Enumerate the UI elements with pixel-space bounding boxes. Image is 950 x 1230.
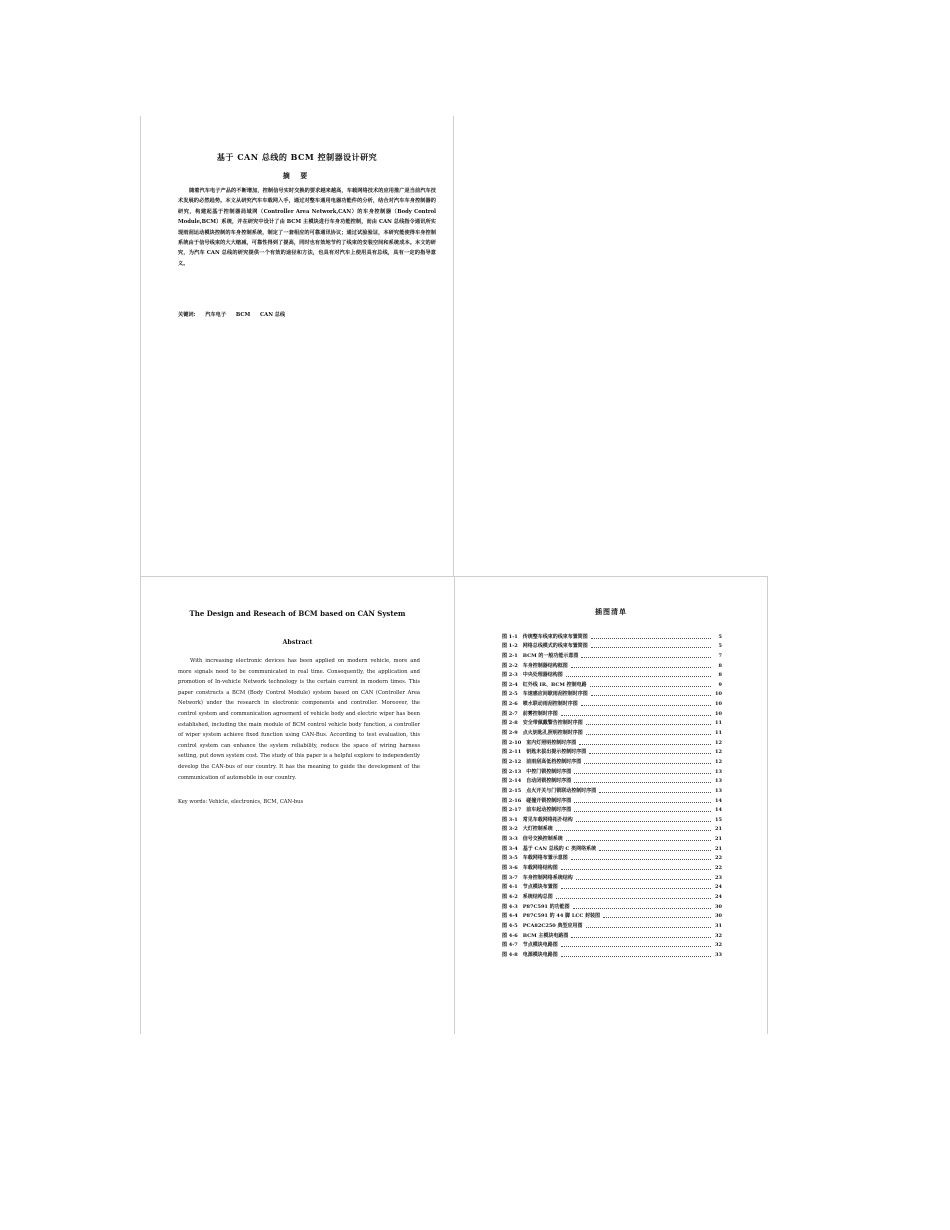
figure-page-number: 12	[715, 739, 722, 746]
figure-number: 图 2-2	[502, 662, 518, 669]
figure-page-number: 22	[715, 865, 722, 872]
figure-number: 图 3-1	[502, 816, 518, 823]
leader-dots	[574, 773, 711, 774]
figure-list-item[interactable]	[502, 736, 722, 746]
figure-list-item[interactable]	[502, 948, 722, 958]
figure-caption: 节点模块电路图	[522, 942, 558, 949]
figure-list-item[interactable]	[502, 697, 722, 707]
figure-list-item[interactable]	[502, 813, 722, 823]
leader-dots	[561, 888, 711, 889]
figure-page-number: 21	[715, 845, 722, 852]
figure-number: 图 2-7	[502, 710, 518, 717]
keyword: 汽车电子	[205, 312, 227, 318]
leader-dots	[576, 879, 711, 880]
figure-list-item[interactable]	[502, 669, 722, 679]
thesis-title-en: The Design and Reseach of BCM based on CAN System	[189, 609, 406, 618]
figure-number: 图 4-7	[502, 942, 518, 949]
figure-caption: 喷水联动雨刮控制时序图	[522, 701, 578, 708]
figure-number: 图 2-5	[502, 691, 518, 698]
figure-caption: 中控门锁控制时序图	[526, 768, 572, 775]
figure-page-number: 7	[718, 652, 722, 659]
figure-caption: 车速感应间歇雨刮控制时序图	[522, 691, 588, 698]
figure-page-number: 24	[715, 893, 722, 900]
figure-number: 图 3-2	[502, 826, 518, 833]
leader-dots	[589, 753, 711, 754]
figure-caption: 前车起动控制时序图	[526, 807, 572, 814]
figure-caption: P87C591 的功能图	[522, 903, 570, 910]
figure-list-item[interactable]	[502, 910, 722, 920]
figure-number: 图 2-15	[502, 787, 522, 794]
figure-number: 图 4-8	[502, 951, 518, 958]
thesis-title-cn: 基于 CAN 总线的 BCM 控制器设计研究	[216, 152, 378, 162]
leader-dots	[603, 917, 711, 918]
leader-dots	[556, 830, 711, 831]
leader-dots	[573, 908, 711, 909]
figure-list-item[interactable]	[502, 852, 722, 862]
figure-number: 图 3-6	[502, 865, 518, 872]
figure-list-item[interactable]	[502, 823, 722, 833]
keyword: CAN 总线	[260, 312, 286, 318]
leader-dots	[561, 715, 711, 716]
keywords-cn	[178, 311, 293, 318]
figure-caption: 点火开关与门锁联动控制时序图	[526, 787, 597, 794]
figure-caption: 网络总线模式的线束布置简图	[522, 643, 588, 650]
leader-dots	[571, 937, 711, 938]
figure-list-item[interactable]	[502, 630, 722, 640]
leader-dots	[574, 782, 711, 783]
figure-list-item[interactable]	[502, 717, 722, 727]
figure-page-number: 10	[715, 710, 722, 717]
abstract-heading-cn: 摘 要	[282, 171, 312, 180]
figure-number: 图 4-2	[502, 893, 518, 900]
leader-dots	[584, 763, 711, 764]
figure-page-number: 32	[715, 942, 722, 949]
figure-page-number: 11	[715, 730, 722, 737]
figure-number: 图 3-5	[502, 855, 518, 862]
figure-caption: P87C591 的 44 脚 LCC 封装图	[522, 913, 601, 920]
figure-number: 图 4-6	[502, 932, 518, 939]
figure-page-number: 5	[718, 643, 722, 650]
leader-dots	[586, 734, 711, 735]
leader-dots	[571, 667, 711, 668]
figure-list-item[interactable]	[502, 939, 722, 949]
figure-caption: 车载网络结构图	[522, 865, 558, 872]
figure-caption: 中央处理器结构图	[522, 672, 563, 679]
figure-caption: 电源模块电路图	[522, 951, 558, 958]
figure-caption: BCM 主模块电路图	[522, 932, 569, 939]
figure-list-item[interactable]	[502, 726, 722, 736]
figure-number: 图 2-4	[502, 681, 518, 688]
figure-page-number: 33	[715, 951, 722, 958]
figure-number: 图 2-16	[502, 797, 522, 804]
abstract-body-en: With increasing electronic devices has been applied on modern vehicle, more and more signals need to be communicated in real time. Consequently, the application and promotion of In-vehicle Network technology is the certain current in modern times. This paper constructs a BCM (Body Control Module) system based on CAN (Controller Area Network) under the research in electronic components and controller. Moreover, the control system and communication agreement of vehicle body and electric wiper has been established, including the main module of BCM control vehicle body function, a controller of wiper system achieve fixed function using CAN-Bus. According to test evaluation, this control system can enhance the system reliability, reduce the space of wiring harness setting, put down system cost. The study of this paper is a helpful explore to independently develop the CAN-bus of our country. It has the meaning to guide the development of the communication of automobile in our country.	[178, 658, 420, 781]
leader-dots	[591, 638, 711, 639]
figure-list-item[interactable]	[502, 746, 722, 756]
figure-page-number: 21	[715, 836, 722, 843]
figure-list-item[interactable]	[502, 794, 722, 804]
figure-list-item[interactable]	[502, 919, 722, 929]
figure-caption: 前雾控制时序图	[522, 710, 558, 717]
leader-dots	[581, 705, 711, 706]
figure-page-number: 8	[718, 672, 722, 679]
figure-caption: 红外线 IR、BCM 控制电路	[522, 681, 587, 688]
figure-page-number: 14	[715, 807, 722, 814]
leader-dots	[561, 946, 711, 947]
figure-caption: 车身控制网络系统结构	[522, 874, 573, 881]
figure-number: 图 4-5	[502, 922, 518, 929]
list-of-figures-page	[454, 576, 768, 1034]
figure-list-item[interactable]	[502, 842, 722, 852]
figure-page-number: 13	[715, 768, 722, 775]
leader-dots	[590, 686, 711, 687]
figure-number: 图 1-1	[502, 633, 518, 640]
leader-dots	[599, 850, 711, 851]
leader-dots	[591, 695, 711, 696]
figure-caption: 节点模块布置图	[522, 884, 558, 891]
leader-dots	[571, 859, 711, 860]
keywords-label-cn: 关键词:	[178, 312, 196, 318]
figure-number: 图 2-12	[502, 758, 522, 765]
figure-caption: 室内灯照明控制时序图	[526, 739, 577, 746]
figure-caption: 信号交换控制系统	[522, 836, 563, 843]
figure-number: 图 3-7	[502, 874, 518, 881]
figure-list-item[interactable]	[502, 765, 722, 775]
figure-list-item[interactable]	[502, 678, 722, 688]
leader-dots	[581, 657, 711, 658]
figure-caption: 点火钥匙孔照明控制时序图	[522, 730, 583, 737]
figure-number: 图 2-17	[502, 807, 522, 814]
leader-dots	[566, 840, 711, 841]
figure-caption: 车身控制器结构框图	[522, 662, 568, 669]
figure-number: 图 2-8	[502, 720, 518, 727]
leader-dots	[599, 792, 711, 793]
figure-page-number: 9	[718, 681, 722, 688]
figure-page-number: 21	[715, 826, 722, 833]
figure-list-item[interactable]	[502, 890, 722, 900]
abstract-body-cn: 随着汽车电子产品的不断增加，控制信号实时交换的要求越来越高，车载网络技术的应用推广是当前汽车技术发展的必然趋势。本文从研究汽车车载网入手，通过对整车通用电器功能件的分析，结合对汽车车身控制器的研究，构建起基于控制器局域网（Controller Area Network,CAN）的车身控制器（Body Control Module,BCM）系统，并在研究中设计了由 BCM 主模块进行车身功能控制，而由 CAN 总线指令通讯所实现雨刮运动模块控制的车身控制系统，制定了一套相应的可靠通讯协议；通过试验验证，本研究能使得车身控制系统由于信号线束的大大缩减，可靠性得到了提高，同时也有效地节约了线束的安装空间和系统成本。本文的研究，为汽车 CAN 总线的研究提供一个有效的途径和方法，也具有对汽车上使用具有总线，具有一定的指导意义。	[178, 188, 436, 267]
figure-number: 图 2-14	[502, 778, 522, 785]
leader-dots	[574, 802, 711, 803]
figure-page-number: 13	[715, 778, 722, 785]
figure-page-number: 11	[715, 720, 722, 727]
figure-number: 图 4-3	[502, 903, 518, 910]
figure-list-item[interactable]	[502, 775, 722, 785]
figure-page-number: 10	[715, 701, 722, 708]
figure-list-item[interactable]	[502, 861, 722, 871]
list-of-figures	[502, 630, 722, 958]
abstract-heading-en: Abstract	[282, 639, 313, 646]
figure-caption: 钥匙未拔出提示控制时序图	[526, 749, 587, 756]
english-abstract-page	[140, 576, 454, 1034]
figure-page-number: 12	[715, 749, 722, 756]
figure-list-item[interactable]	[502, 755, 722, 765]
figure-caption: PCA82C250 典型应用图	[522, 922, 583, 929]
figure-caption: 车载网络布置示意图	[522, 855, 568, 862]
figure-page-number: 10	[715, 691, 722, 698]
figure-number: 图 2-1	[502, 652, 518, 659]
figure-list-item[interactable]	[502, 881, 722, 891]
figure-page-number: 32	[715, 932, 722, 939]
figure-caption: 基于 CAN 总线的 C 类网络系统	[522, 845, 597, 852]
figure-list-item[interactable]	[502, 784, 722, 794]
leader-dots	[579, 744, 711, 745]
chinese-abstract-page	[140, 116, 454, 576]
leader-dots	[586, 927, 711, 928]
figure-caption: 传统整车线束的线束布置简图	[522, 633, 588, 640]
figure-caption: BCM 的一般功能示意图	[522, 652, 579, 659]
figure-number: 图 2-6	[502, 701, 518, 708]
figure-page-number: 5	[718, 633, 722, 640]
figure-number: 图 3-3	[502, 836, 518, 843]
figure-number: 图 1-2	[502, 643, 518, 650]
leader-dots	[591, 647, 711, 648]
figure-caption: 碰撞开锁控制时序图	[526, 797, 572, 804]
figure-page-number: 30	[715, 903, 722, 910]
figure-number: 图 2-11	[502, 749, 522, 756]
leader-dots	[574, 811, 711, 812]
figure-number: 图 3-4	[502, 845, 518, 852]
figure-caption: 自动闭锁控制时序图	[526, 778, 572, 785]
keyword: BCM	[235, 312, 251, 318]
leader-dots	[586, 724, 711, 725]
figure-page-number: 15	[715, 816, 722, 823]
leader-dots	[561, 956, 711, 957]
figure-page-number: 23	[715, 874, 722, 881]
figure-page-number: 24	[715, 884, 722, 891]
figure-number: 图 4-1	[502, 884, 518, 891]
figure-list-item[interactable]	[502, 900, 722, 910]
figure-list-item[interactable]	[502, 688, 722, 698]
figure-list-item[interactable]	[502, 707, 722, 717]
leader-dots	[566, 676, 711, 677]
figure-page-number: 14	[715, 797, 722, 804]
figure-list-item[interactable]	[502, 659, 722, 669]
figure-page-number: 31	[715, 922, 722, 929]
keywords-en: Key words: Vehicle, electronics, BCM, CAN-bus	[178, 799, 304, 805]
figure-number: 图 2-13	[502, 768, 522, 775]
leader-dots	[561, 869, 711, 870]
figure-number: 图 2-9	[502, 730, 518, 737]
figure-caption: 常见车载网络拓扑结构	[522, 816, 573, 823]
figure-list-item[interactable]	[502, 804, 722, 814]
figure-number: 图 4-4	[502, 913, 518, 920]
figure-list-item[interactable]	[502, 832, 722, 842]
leader-dots	[576, 821, 711, 822]
figure-page-number: 30	[715, 913, 722, 920]
leader-dots	[556, 898, 711, 899]
list-of-figures-title: 插图清单	[595, 607, 627, 616]
figure-page-number: 8	[718, 662, 722, 669]
figure-caption: 前雨刮高低档控制时序图	[526, 758, 582, 765]
figure-page-number: 22	[715, 855, 722, 862]
figure-list-item[interactable]	[502, 649, 722, 659]
figure-caption: 系统结构总图	[522, 893, 553, 900]
figure-number: 图 2-3	[502, 672, 518, 679]
figure-caption: 大灯控制系统	[522, 826, 553, 833]
figure-number: 图 2-10	[502, 739, 522, 746]
figure-caption: 安全带佩戴警告控制时序图	[522, 720, 583, 727]
figure-list-item[interactable]	[502, 640, 722, 650]
figure-page-number: 13	[715, 787, 722, 794]
figure-list-item[interactable]	[502, 929, 722, 939]
figure-page-number: 12	[715, 758, 722, 765]
figure-list-item[interactable]	[502, 871, 722, 881]
